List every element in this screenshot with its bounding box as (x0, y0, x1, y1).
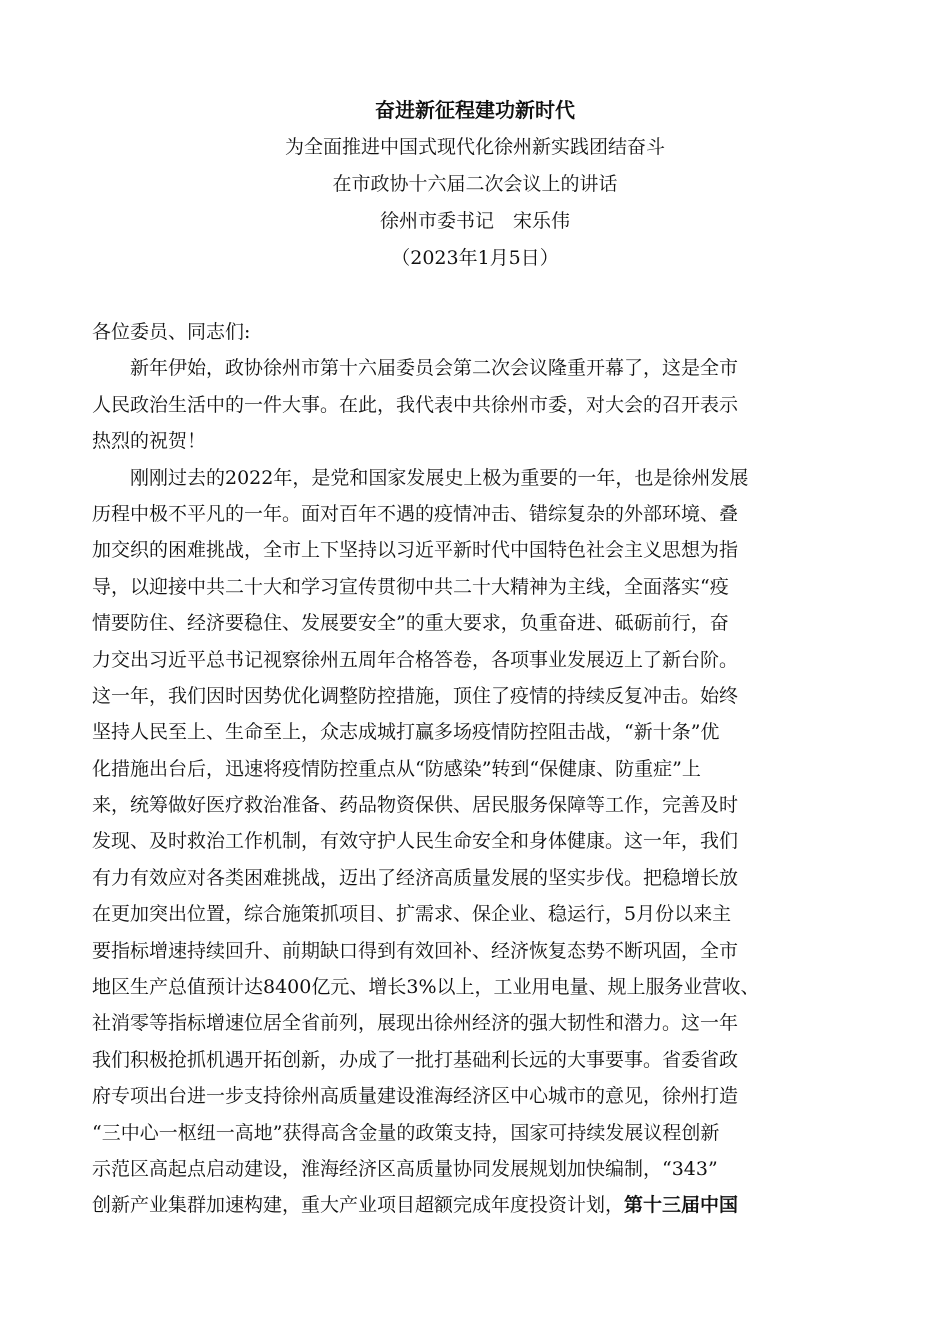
body-line: 发现、及时救治工作机制，有效守护人民生命安全和身体健康。这一年，我们 (92, 830, 739, 853)
body-line: 我们积极抢抓机遇开拓创新，办成了一批打基础利长远的大事要事。省委省政 (92, 1048, 739, 1071)
body-line: 社消零等指标增速位居全省前列，展现出徐州经济的强大韧性和潜力。这一年 (92, 1012, 739, 1035)
body-line: 导，以迎接中共二十大和学习宣传贯彻中共二十大精神为主线，全面落实“疫 (92, 575, 729, 598)
body-line: 化措施出台后，迅速将疫情防控重点从“防感染”转到“保健康、防重症”上 (92, 757, 701, 780)
body-line: 情要防住、经济要稳住、发展要安全”的重大要求，负重奋进、砥砺前行，奋 (92, 612, 729, 635)
date-line: （2023年1月5日） (391, 247, 559, 269)
page-title: 奋进新征程建功新时代 (375, 98, 575, 122)
body-line: 地区生产总值预计达8400亿元、增长3%以上，工业用电量、规上服务业营收、 (92, 976, 760, 999)
body-line: 坚持人民至上、生命至上，众志成城打赢多场疫情防控阻击战，“新十条”优 (92, 721, 720, 744)
body-line: 在更加突出位置，综合施策抓项目、扩需求、保企业、稳运行，5月份以来主 (92, 903, 732, 926)
body-line: 这一年，我们因时因势优化调整防控措施，顶住了疫情的持续反复冲击。始终 (92, 684, 739, 707)
body-line: 刚刚过去的2022年，是党和国家发展史上极为重要的一年，也是徐州发展 (130, 466, 749, 489)
body-line: 府专项出台进一步支持徐州高质量建设淮海经济区中心城市的意见，徐州打造 (92, 1085, 739, 1108)
body-line: 历程中极不平凡的一年。面对百年不遇的疫情冲击、错综复杂的外部环境、叠 (92, 502, 739, 525)
body-line-last-bold: 第十三届中国 (624, 1194, 739, 1217)
body-line: “三中心一枢纽一高地”获得高含金量的政策支持，国家可持续发展议程创新 (92, 1121, 720, 1144)
salutation: 各位委员、同志们: (92, 321, 251, 343)
body-line: 新年伊始，政协徐州市第十六届委员会第二次会议隆重开幕了，这是全市 (130, 357, 739, 380)
body-line-last (92, 1187, 862, 1223)
body-line: 人民政治生活中的一件大事。在此，我代表中共徐州市委，对大会的召开表示 (92, 393, 739, 416)
body-line: 加交织的困难挑战，全市上下坚持以习近平新时代中国特色社会主义思想为指 (92, 539, 739, 562)
speech-body (92, 314, 862, 1224)
body-line: 来，统筹做好医疗救治准备、药品物资保供、居民服务保障等工作，完善及时 (92, 794, 739, 817)
body-line-last-text: 创新产业集群加速构建，重大产业项目超额完成年度投资计划， (92, 1194, 625, 1217)
body-line: 示范区高起点启动建设，淮海经济区高质量协同发展规划加快编制，“343” (92, 1157, 718, 1180)
subtitle: 为全面推进中国式现代化徐州新实践团结奋斗 (284, 136, 665, 158)
body-line: 要指标增速持续回升、前期缺口得到有效回补、经济恢复态势不断巩固，全市 (92, 939, 739, 962)
occasion-line: 在市政协十六届二次会议上的讲话 (332, 173, 618, 195)
body-line: 力交出习近平总书记视察徐州五周年合格答卷，各项事业发展迈上了新台阶。 (92, 648, 739, 671)
speaker-line: 徐州市委书记 宋乐伟 (379, 210, 570, 232)
body-line: 有力有效应对各类困难挑战，迈出了经济高质量发展的坚实步伐。把稳增长放 (92, 866, 739, 889)
body-line: 热烈的祝贺！ (92, 430, 207, 453)
speech-header (0, 92, 950, 277)
